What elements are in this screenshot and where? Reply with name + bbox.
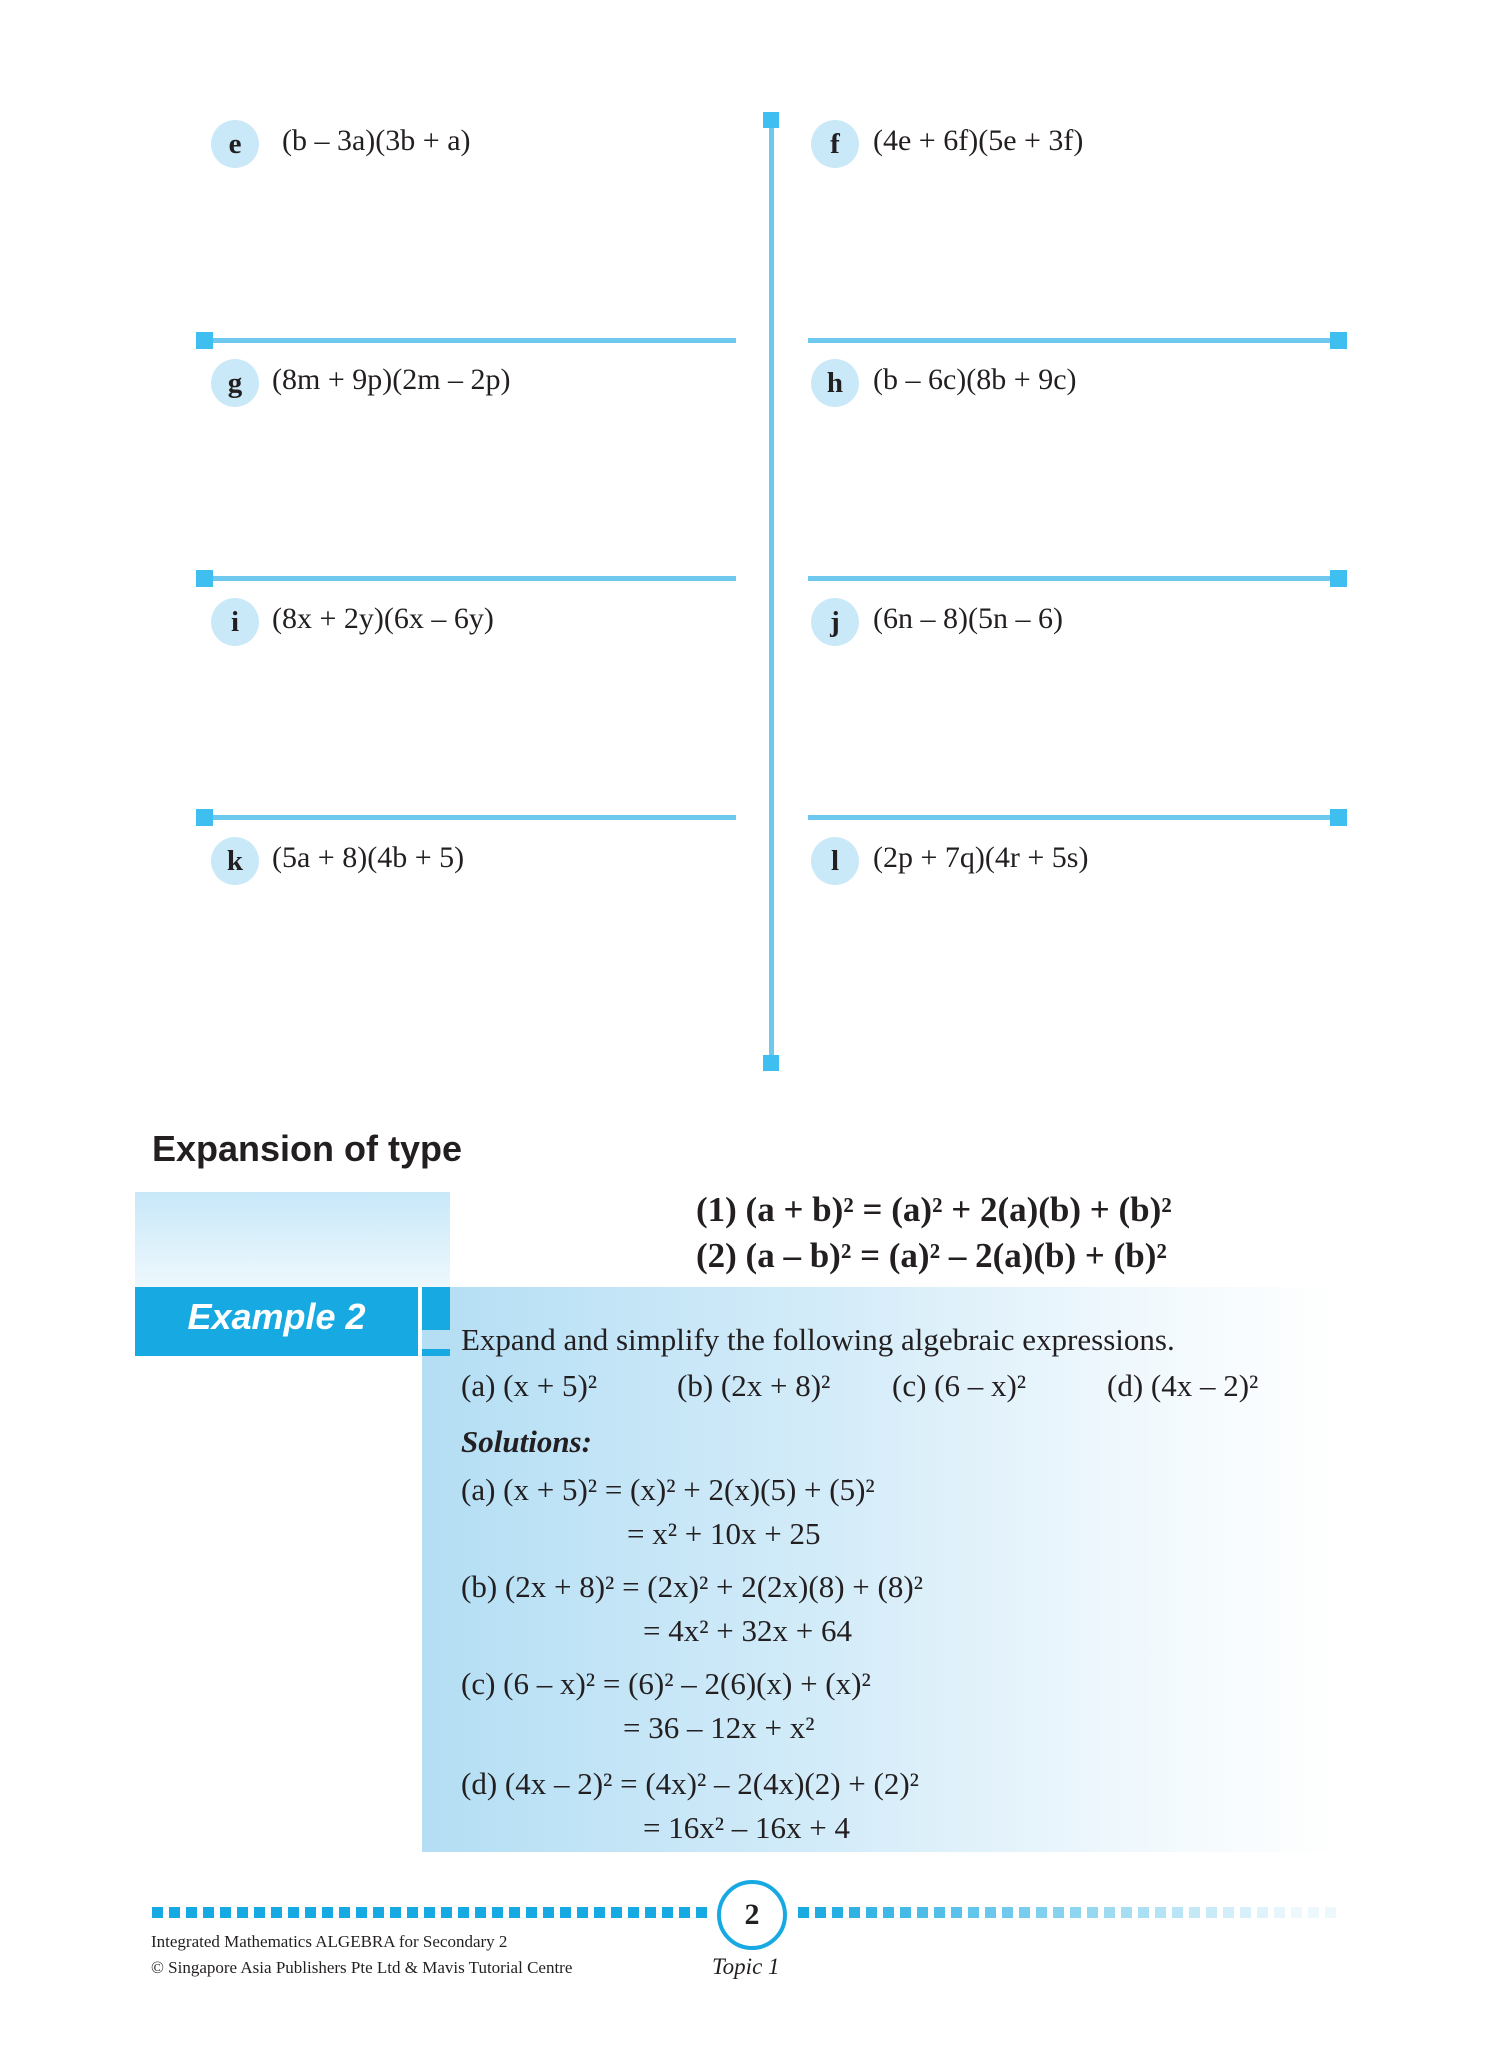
- example-part-a: (a) (x + 5)²: [461, 1368, 598, 1403]
- question-badge-j: j: [811, 598, 859, 646]
- line-cap: [1330, 332, 1347, 349]
- center-divider: [769, 118, 774, 1062]
- footer-dot: [1155, 1907, 1166, 1918]
- footer-dot: [798, 1907, 809, 1918]
- identity-2: (2) (a – b)² = (a)² – 2(a)(b) + (b)²: [696, 1236, 1167, 1275]
- identity-1: (1) (a + b)² = (a)² + 2(a)(b) + (b)²: [696, 1190, 1172, 1229]
- footer-dot: [1036, 1907, 1047, 1918]
- solution-d-line2: = 16x² – 16x + 4: [643, 1810, 851, 1845]
- solution-d-line1: (d) (4x – 2)² = (4x)² – 2(4x)(2) + (2)²: [461, 1766, 919, 1801]
- footer-dot: [1121, 1907, 1132, 1918]
- footer-dot: [543, 1907, 554, 1918]
- divider-cap-top: [763, 112, 779, 128]
- footer-dot: [152, 1907, 163, 1918]
- line-cap: [1330, 809, 1347, 826]
- section-title: Expansion of type: [152, 1128, 463, 1169]
- example-banner: [135, 1287, 418, 1351]
- footer-dot: [1172, 1907, 1183, 1918]
- question-expression-e: (b – 3a)(3b + a): [282, 124, 471, 157]
- footer-dot: [1257, 1907, 1268, 1918]
- example-part-b: (b) (2x + 8)²: [677, 1368, 831, 1403]
- footer-dot: [1070, 1907, 1081, 1918]
- solution-a-line1: (a) (x + 5)² = (x)² + 2(x)(5) + (5)²: [461, 1472, 875, 1507]
- footer-dot: [934, 1907, 945, 1918]
- line-cap: [196, 570, 213, 587]
- example-label: Example 2: [187, 1296, 366, 1337]
- question-expression-g: (8m + 9p)(2m – 2p): [272, 363, 511, 396]
- footer-dot: [611, 1907, 622, 1918]
- footer-dot: [917, 1907, 928, 1918]
- footer-dot: [254, 1907, 265, 1918]
- footer-copyright: © Singapore Asia Publishers Pte Ltd & Mavis Tutorial Centre: [151, 1958, 573, 1977]
- question-expression-j: (6n – 8)(5n – 6): [873, 602, 1063, 635]
- answer-line-f: [808, 338, 1338, 343]
- footer-dot: [866, 1907, 877, 1918]
- question-badge-k: k: [211, 837, 259, 885]
- footer-dot: [407, 1907, 418, 1918]
- question-badge-h: h: [811, 359, 859, 407]
- footer-dot: [968, 1907, 979, 1918]
- footer-dot: [203, 1907, 214, 1918]
- footer-dot: [492, 1907, 503, 1918]
- footer-dot: [424, 1907, 435, 1918]
- example-banner-accent-underline: [422, 1349, 450, 1356]
- example-instruction: Expand and simplify the following algebraic expressions.: [461, 1322, 1175, 1357]
- footer-dot: [1002, 1907, 1013, 1918]
- footer-book-title: Integrated Mathematics ALGEBRA for Secondary 2: [151, 1932, 508, 1951]
- example-banner-underline: [135, 1349, 418, 1356]
- question-badge-f: f: [811, 120, 859, 168]
- example-part-d: (d) (4x – 2)²: [1107, 1368, 1259, 1403]
- footer-dot: [1291, 1907, 1302, 1918]
- footer-dot: [288, 1907, 299, 1918]
- answer-line-h: [808, 576, 1338, 581]
- footer-dot: [526, 1907, 537, 1918]
- answer-line-j: [808, 815, 1338, 820]
- footer-dot: [679, 1907, 690, 1918]
- footer-dot: [832, 1907, 843, 1918]
- footer-dot: [849, 1907, 860, 1918]
- answer-line-e: [200, 338, 736, 343]
- footer-topic: Topic 1: [712, 1954, 780, 1979]
- divider-cap-bottom: [763, 1055, 779, 1071]
- footer-dot: [645, 1907, 656, 1918]
- footer-dot: [560, 1907, 571, 1918]
- footer-dot: [1053, 1907, 1064, 1918]
- solution-c-line1: (c) (6 – x)² = (6)² – 2(6)(x) + (x)²: [461, 1666, 871, 1701]
- example-header-gradient: [135, 1192, 450, 1287]
- footer-dot: [186, 1907, 197, 1918]
- example-part-c: (c) (6 – x)²: [892, 1368, 1027, 1403]
- question-badge-i: i: [211, 598, 259, 646]
- footer-dot: [339, 1907, 350, 1918]
- footer-dot: [271, 1907, 282, 1918]
- page-number: 2: [717, 1880, 787, 1950]
- footer-dot: [1019, 1907, 1030, 1918]
- solution-b-line2: = 4x² + 32x + 64: [643, 1613, 852, 1648]
- footer-dot: [577, 1907, 588, 1918]
- footer-dot: [1223, 1907, 1234, 1918]
- question-expression-k: (5a + 8)(4b + 5): [272, 841, 465, 874]
- question-expression-f: (4e + 6f)(5e + 3f): [873, 124, 1084, 157]
- line-cap: [196, 809, 213, 826]
- footer-dot: [815, 1907, 826, 1918]
- footer-dot: [985, 1907, 996, 1918]
- footer-dot: [900, 1907, 911, 1918]
- solution-a-line2: = x² + 10x + 25: [627, 1516, 821, 1551]
- footer-dot: [1189, 1907, 1200, 1918]
- footer-dot: [356, 1907, 367, 1918]
- answer-line-g: [200, 576, 736, 581]
- answer-line-i: [200, 815, 736, 820]
- footer-dot: [951, 1907, 962, 1918]
- footer-dot: [475, 1907, 486, 1918]
- solution-c-line2: = 36 – 12x + x²: [623, 1710, 815, 1745]
- footer-dot: [1274, 1907, 1285, 1918]
- footer-dot: [169, 1907, 180, 1918]
- footer-dot: [1087, 1907, 1098, 1918]
- footer-dot: [1206, 1907, 1217, 1918]
- question-badge-l: l: [811, 837, 859, 885]
- line-cap: [196, 332, 213, 349]
- footer-dot: [237, 1907, 248, 1918]
- question-expression-i: (8x + 2y)(6x – 6y): [272, 602, 494, 635]
- footer-dot: [373, 1907, 384, 1918]
- footer-dot: [883, 1907, 894, 1918]
- footer-dot: [1240, 1907, 1251, 1918]
- footer-dot: [1308, 1907, 1319, 1918]
- footer-dot: [628, 1907, 639, 1918]
- footer-dot: [1325, 1907, 1336, 1918]
- solutions-heading: Solutions:: [461, 1424, 592, 1459]
- solution-b-line1: (b) (2x + 8)² = (2x)² + 2(2x)(8) + (8)²: [461, 1569, 923, 1604]
- footer-dot: [1104, 1907, 1115, 1918]
- footer-dot: [1138, 1907, 1149, 1918]
- footer-dot: [594, 1907, 605, 1918]
- footer-dot: [322, 1907, 333, 1918]
- footer-dot: [662, 1907, 673, 1918]
- question-badge-g: g: [211, 359, 259, 407]
- footer-dot: [220, 1907, 231, 1918]
- footer-dot: [390, 1907, 401, 1918]
- question-expression-h: (b – 6c)(8b + 9c): [873, 363, 1077, 396]
- example-banner-accent: [422, 1287, 450, 1330]
- question-expression-l: (2p + 7q)(4r + 5s): [873, 841, 1089, 874]
- footer-dot: [509, 1907, 520, 1918]
- footer-dot: [696, 1907, 707, 1918]
- footer-dot: [441, 1907, 452, 1918]
- line-cap: [1330, 570, 1347, 587]
- footer-dot: [305, 1907, 316, 1918]
- question-badge-e: e: [211, 120, 259, 168]
- footer-dot: [458, 1907, 469, 1918]
